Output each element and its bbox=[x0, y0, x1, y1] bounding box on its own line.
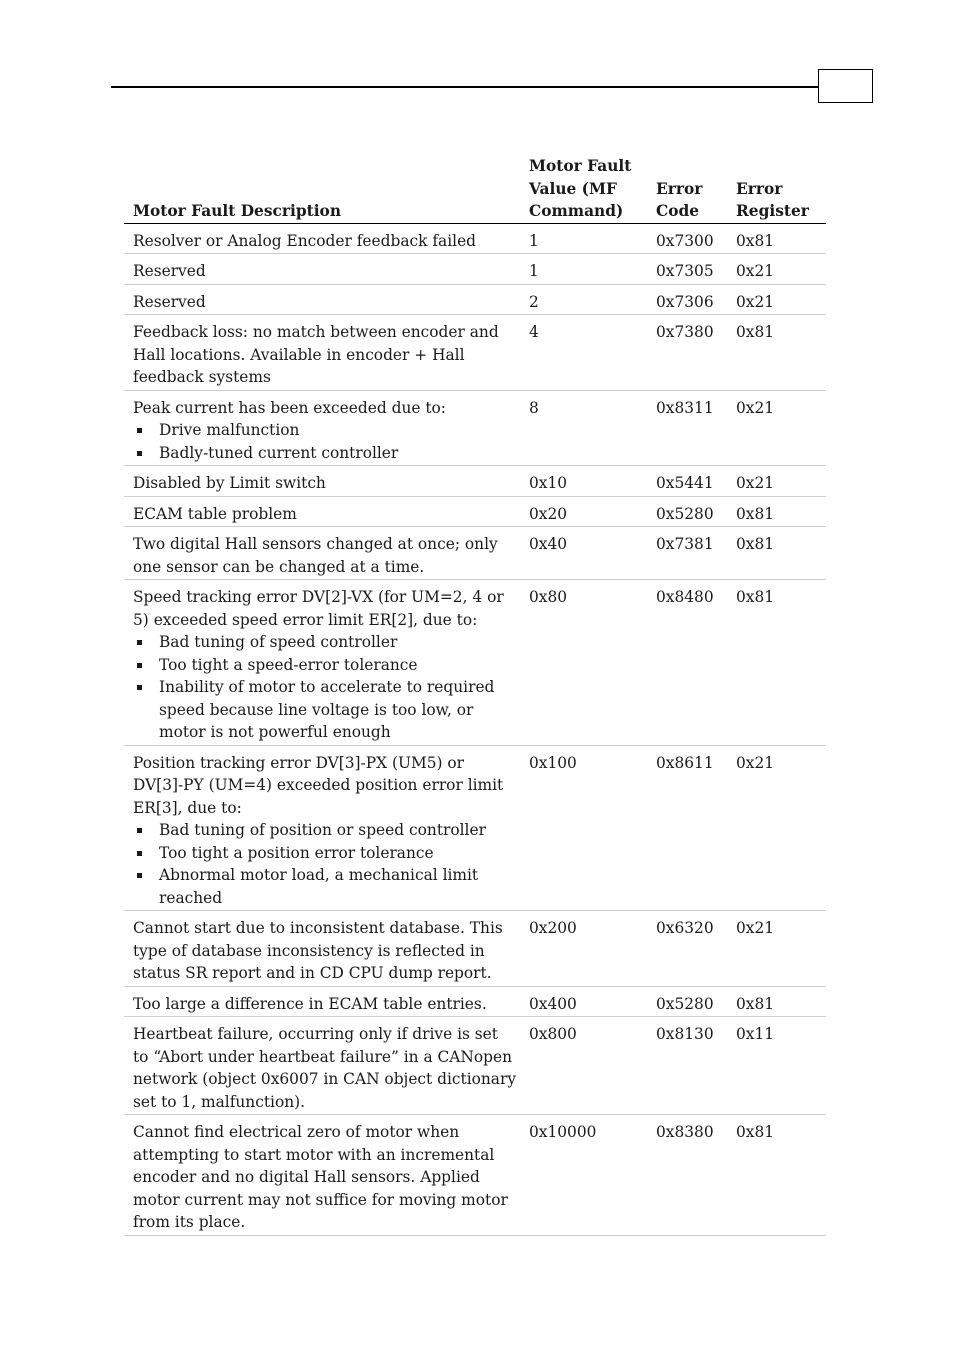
error-code-cell: 0x7306 bbox=[647, 284, 727, 315]
cause-list bbox=[133, 631, 518, 744]
error-code-cell: 0x7380 bbox=[647, 315, 727, 391]
mf-value-cell: 0x80 bbox=[520, 580, 647, 746]
error-register-cell: 0x81 bbox=[727, 986, 826, 1017]
mf-value-cell: 0x400 bbox=[520, 986, 647, 1017]
mf-value-cell: 4 bbox=[520, 315, 647, 391]
error-register-cell: 0x81 bbox=[727, 1115, 826, 1236]
error-register-cell: 0x21 bbox=[727, 390, 826, 466]
fault-description-cell bbox=[124, 284, 520, 315]
fault-description: Two digital Hall sensors changed at once; only one sensor can be changed at a time. bbox=[133, 535, 498, 576]
fault-description-cell bbox=[124, 223, 520, 254]
cause-list-item: Too tight a speed-error tolerance bbox=[133, 654, 518, 677]
table-row bbox=[124, 986, 826, 1017]
header-rule bbox=[111, 86, 819, 88]
fault-description-cell bbox=[124, 527, 520, 580]
fault-description-cell bbox=[124, 315, 520, 391]
fault-description: Disabled by Limit switch bbox=[133, 474, 326, 492]
error-register-cell: 0x21 bbox=[727, 745, 826, 911]
motor-fault-table bbox=[124, 155, 826, 1236]
table-row bbox=[124, 1115, 826, 1236]
header-mf-value: Motor Fault Value (MF Command) bbox=[520, 155, 647, 223]
fault-description: Resolver or Analog Encoder feedback failed bbox=[133, 231, 477, 250]
error-code-cell: 0x8611 bbox=[647, 745, 727, 911]
fault-description: ECAM table problem bbox=[133, 504, 297, 523]
error-register-cell: 0x81 bbox=[727, 580, 826, 746]
error-register-cell: 0x81 bbox=[727, 527, 826, 580]
error-code-cell: 0x8380 bbox=[647, 1115, 727, 1236]
error-code-cell: 0x7381 bbox=[647, 527, 727, 580]
mf-value-cell: 0x200 bbox=[520, 911, 647, 987]
header-error-code: Error Code bbox=[647, 155, 727, 223]
table-row bbox=[124, 315, 826, 391]
header-error-register: Error Register bbox=[727, 155, 826, 223]
error-code-cell: 0x7305 bbox=[647, 254, 727, 285]
table-row bbox=[124, 1017, 826, 1115]
table-body bbox=[124, 223, 826, 1235]
fault-description-cell bbox=[124, 911, 520, 987]
mf-value-cell: 0x20 bbox=[520, 496, 647, 527]
cause-list-item: Bad tuning of position or speed controller bbox=[133, 819, 518, 842]
table-row bbox=[124, 284, 826, 315]
cause-list-item: Drive malfunction bbox=[133, 419, 518, 442]
error-code-cell: 0x5441 bbox=[647, 466, 727, 497]
mf-value-cell: 1 bbox=[520, 254, 647, 285]
fault-description-cell bbox=[124, 1017, 520, 1115]
error-register-cell: 0x81 bbox=[727, 223, 826, 254]
page-number-box bbox=[818, 69, 873, 103]
fault-description-cell bbox=[124, 986, 520, 1017]
fault-description: Peak current has been exceeded due to: bbox=[133, 398, 446, 417]
error-code-cell: 0x6320 bbox=[647, 911, 727, 987]
cause-list-item: Too tight a position error tolerance bbox=[133, 842, 518, 865]
error-code-cell: 0x7300 bbox=[647, 223, 727, 254]
error-code-cell: 0x8311 bbox=[647, 390, 727, 466]
table-row bbox=[124, 390, 826, 466]
fault-description: Too large a difference in ECAM table entries. bbox=[133, 994, 487, 1013]
table-row bbox=[124, 223, 826, 254]
fault-description: Heartbeat failure, occurring only if drive is set to “Abort under heartbeat failure” in a CANopen network (object 0x6007 in CAN object dictionary set to 1, malfunction). bbox=[133, 1025, 517, 1111]
cause-list-item: Badly-tuned current controller bbox=[133, 442, 518, 465]
fault-description-cell bbox=[124, 745, 520, 911]
error-code-cell: 0x5280 bbox=[647, 496, 727, 527]
error-code-cell: 0x8130 bbox=[647, 1017, 727, 1115]
fault-description: Cannot find electrical zero of motor when attempting to start motor with an incremental encoder and no digital Hall sensors. Applied motor current may not suffice for moving motor from its place. bbox=[133, 1123, 508, 1231]
table-row bbox=[124, 496, 826, 527]
cause-list-item: Bad tuning of speed controller bbox=[133, 631, 518, 654]
fault-description-cell bbox=[124, 466, 520, 497]
error-register-cell: 0x11 bbox=[727, 1017, 826, 1115]
fault-description-cell bbox=[124, 254, 520, 285]
fault-description: Cannot start due to inconsistent database. This type of database inconsistency is reflected in status SR report and in CD CPU dump report. bbox=[133, 919, 503, 982]
table-row bbox=[124, 466, 826, 497]
mf-value-cell: 8 bbox=[520, 390, 647, 466]
error-code-cell: 0x8480 bbox=[647, 580, 727, 746]
header-description: Motor Fault Description bbox=[124, 155, 520, 223]
fault-description-cell bbox=[124, 1115, 520, 1236]
cause-list bbox=[133, 419, 518, 464]
mf-value-cell: 0x10 bbox=[520, 466, 647, 497]
table-row bbox=[124, 254, 826, 285]
fault-description: Reserved bbox=[133, 262, 206, 280]
table-header-row bbox=[124, 155, 826, 223]
error-register-cell: 0x21 bbox=[727, 254, 826, 285]
cause-list-item: Abnormal motor load, a mechanical limit reached bbox=[133, 864, 518, 909]
mf-value-cell: 0x100 bbox=[520, 745, 647, 911]
fault-description: Reserved bbox=[133, 292, 206, 311]
cause-list bbox=[133, 819, 518, 909]
fault-description-cell bbox=[124, 496, 520, 527]
error-register-cell: 0x21 bbox=[727, 466, 826, 497]
fault-description-cell bbox=[124, 580, 520, 746]
mf-value-cell: 0x40 bbox=[520, 527, 647, 580]
table-row bbox=[124, 527, 826, 580]
error-register-cell: 0x21 bbox=[727, 284, 826, 315]
mf-value-cell: 0x800 bbox=[520, 1017, 647, 1115]
table-row bbox=[124, 580, 826, 746]
mf-value-cell: 2 bbox=[520, 284, 647, 315]
mf-value-cell: 1 bbox=[520, 223, 647, 254]
mf-value-cell: 0x10000 bbox=[520, 1115, 647, 1236]
fault-description: Speed tracking error DV[2]-VX (for UM=2, 4 or 5) exceeded speed error limit ER[2], due to: bbox=[133, 588, 504, 629]
error-register-cell: 0x21 bbox=[727, 911, 826, 987]
fault-description: Feedback loss: no match between encoder and Hall locations. Available in encoder + Hall feedback systems bbox=[133, 323, 499, 386]
cause-list-item: Inability of motor to accelerate to required speed because line voltage is too low, or motor is not powerful enough bbox=[133, 676, 518, 744]
table-row bbox=[124, 911, 826, 987]
fault-description-cell bbox=[124, 390, 520, 466]
table-row bbox=[124, 745, 826, 911]
error-register-cell: 0x81 bbox=[727, 496, 826, 527]
error-code-cell: 0x5280 bbox=[647, 986, 727, 1017]
fault-description: Position tracking error DV[3]-PX (UM5) or DV[3]-PY (UM=4) exceeded position error limit ER[3], due to: bbox=[133, 753, 504, 817]
error-register-cell: 0x81 bbox=[727, 315, 826, 391]
